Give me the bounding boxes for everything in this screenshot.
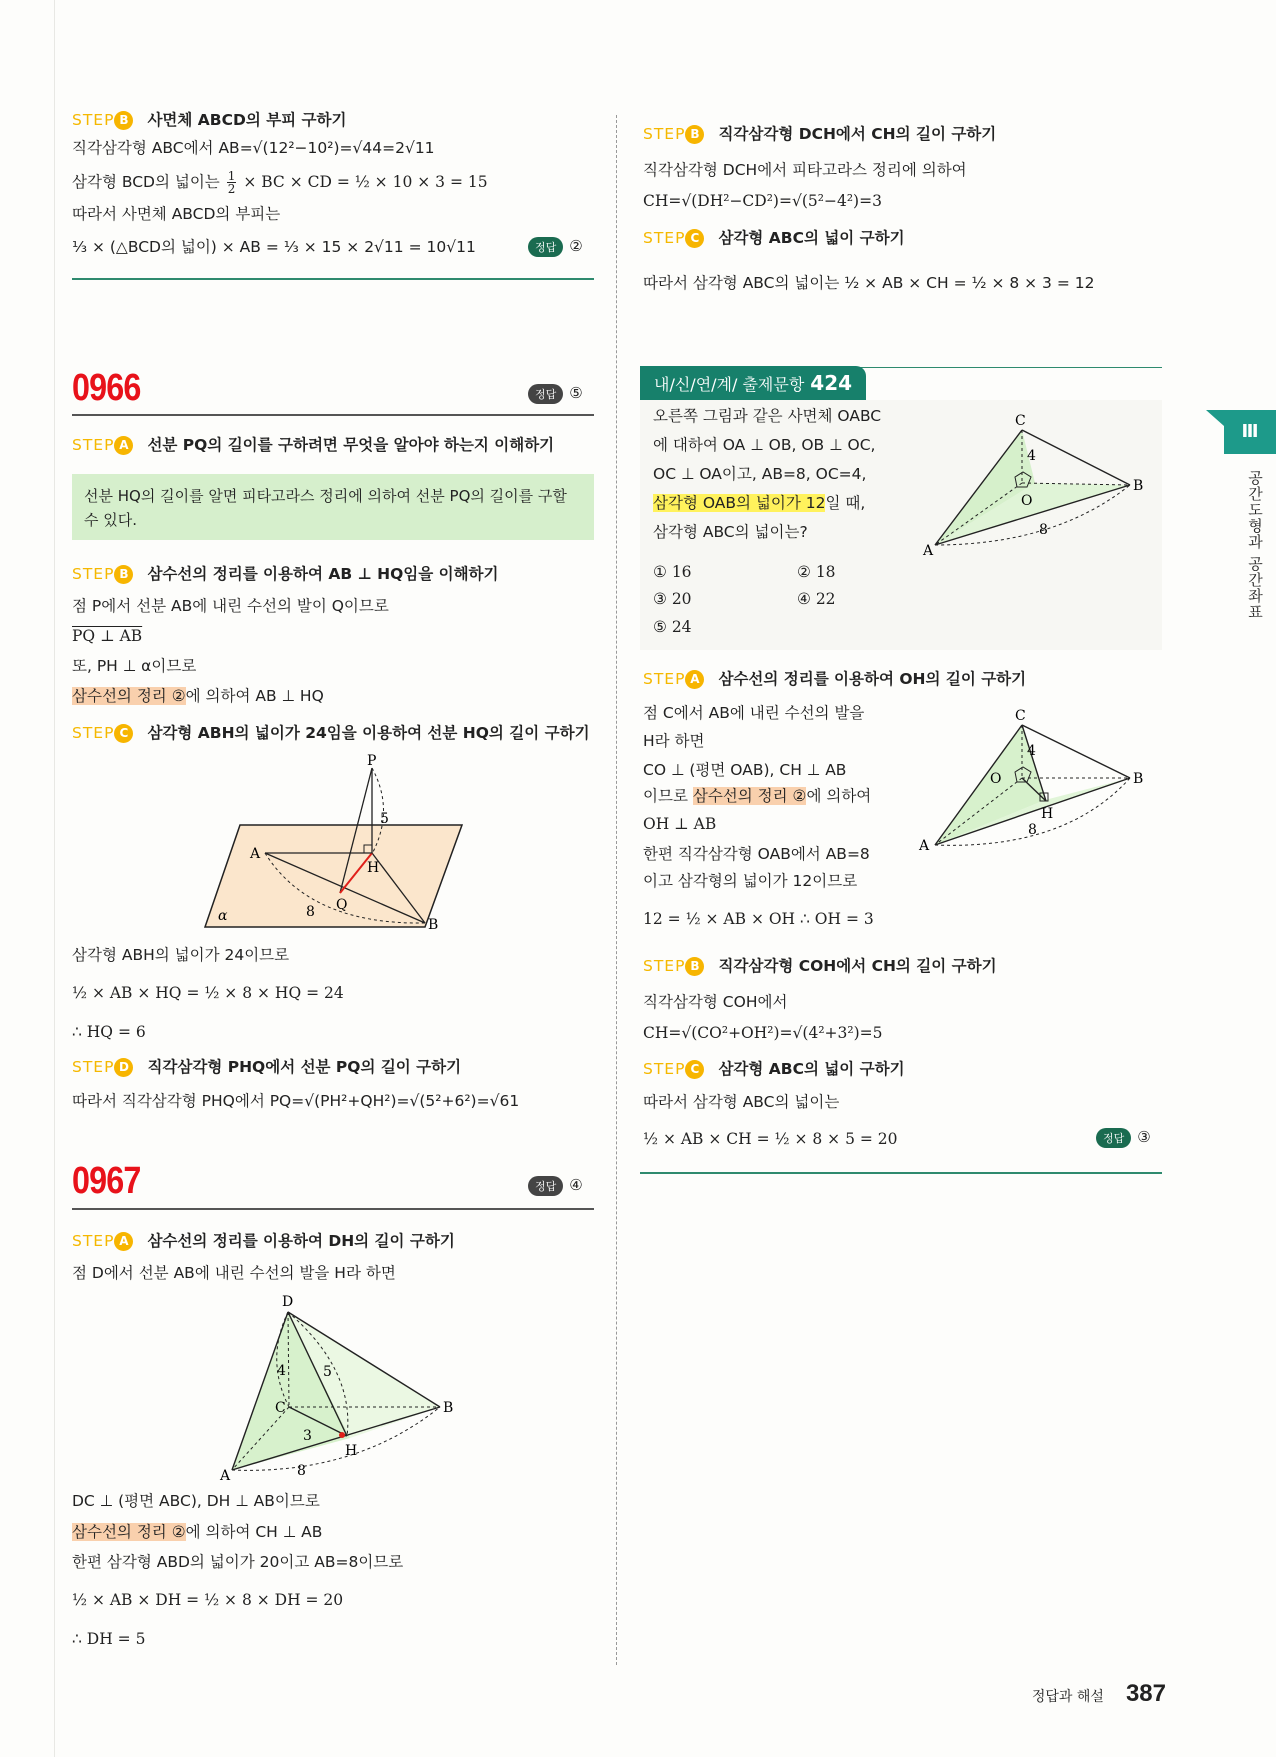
plane-figure [200,750,480,930]
fraction: $\frac{1}{2}$ [227,169,236,196]
text-line: 이고 삼각형의 넓이가 12이므로 [643,872,858,890]
text-line: ½ × AB × DH = ½ × 8 × DH = 20 [72,1591,344,1609]
related-problem-tag: 내/신/연/계/ 출제문항 424 [640,366,866,400]
step-b-heading: STEP B 직각삼각형 COH에서 CH의 길이 구하기 [643,957,997,975]
svg-text:A: A [919,838,930,854]
answer-badge: 정답 ④ [528,1176,583,1196]
svg-text:4: 4 [1027,743,1036,759]
svg-text:3: 3 [303,1428,312,1444]
text-line: DC ⊥ (평면 ABC), DH ⊥ AB이므로 [72,1492,320,1510]
problem-rule [72,1208,594,1210]
text-line: 따라서 삼각형 ABC의 넓이는 [643,1093,840,1111]
section-divider [640,1172,1162,1174]
svg-text:H: H [1041,806,1054,822]
text-line: ⅓ × (△BCD의 넓이) × AB = ⅓ × 15 × 2√11 = 10√11 [72,238,476,256]
hint-box: 선분 HQ의 길이를 알면 피타고라스 정리에 의하여 선분 PQ의 길이를 구할 수 있다. [72,474,594,540]
svg-text:B: B [1133,771,1144,787]
text-line: 삼수선의 정리 ②에 의하여 CH ⊥ AB [72,1523,323,1541]
svg-text:A: A [250,846,261,862]
tetrahedron-oabc-solution-figure [915,700,1155,860]
svg-text:8: 8 [297,1463,306,1479]
text-line: 삼수선의 정리 ②에 의하여 AB ⊥ HQ [72,687,324,705]
answer-badge: 정답 ② [528,237,583,257]
svg-text:5: 5 [323,1364,332,1380]
text-line: 직각삼각형 ABC에서 AB=√(12²−10²)=√44=2√11 [72,139,435,157]
step-a-heading: STEP A 삼수선의 정리를 이용하여 DH의 길이 구하기 [72,1232,455,1250]
svg-text:C: C [1015,413,1026,429]
svg-text:P: P [367,753,377,769]
svg-text:Q: Q [336,897,348,913]
step-c-heading: STEP C 삼각형 ABC의 넓이 구하기 [643,229,905,247]
text-line: 직각삼각형 DCH에서 피타고라스 정리에 의하여 [643,161,967,179]
svg-text:B: B [428,917,439,930]
column-divider [616,115,617,1665]
chapter-label: 공간도형과 공간좌표 [1246,470,1264,620]
text-line: 삼각형 ABH의 넓이가 24이므로 [72,946,290,964]
svg-text:C: C [1015,708,1026,724]
problem-rule [72,414,594,416]
text-line: 점 P에서 선분 AB에 내린 수선의 발이 Q이므로 [72,597,389,615]
footer-title: 정답과 해설 [1031,1689,1104,1705]
svg-text:8: 8 [1039,522,1048,538]
step-c-heading: STEP C 삼각형 ABH의 넓이가 24임을 이용하여 선분 HQ의 길이 구하기 [72,724,590,742]
question-line: 삼각형 ABC의 넓이는? [653,523,808,541]
svg-text:H: H [345,1443,358,1459]
svg-text:4: 4 [277,1363,286,1379]
choice-5: ⑤ 24 [653,618,692,636]
page-edge [54,0,55,1757]
svg-text:8: 8 [1028,822,1037,838]
chapter-tab[interactable]: Ⅲ [1224,410,1276,454]
text-line: 12 = ½ × AB × OH ∴ OH = 3 [643,910,874,928]
text-line: 이므로 삼수선의 정리 ②에 의하여 [643,787,872,805]
text-line: PQ ⊥ AB [72,627,143,645]
answer-badge: 정답 ⑤ [528,384,583,404]
text-line: 점 C에서 AB에 내린 수선의 발을 [643,704,865,722]
tetrahedron-figure [205,1290,465,1480]
text-line: 점 D에서 선분 AB에 내린 수선의 발을 H라 하면 [72,1264,396,1282]
svg-text:H: H [367,860,380,876]
text-line: ∴ HQ = 6 [72,1023,146,1041]
question-line: 에 대하여 OA ⊥ OB, OB ⊥ OC, [653,436,876,454]
text-line: 한편 삼각형 ABD의 넓이가 20이고 AB=8이므로 [72,1553,404,1571]
svg-text:D: D [282,1294,294,1310]
svg-text:C: C [275,1400,286,1416]
section-divider [72,278,594,280]
choice-2: ② 18 [797,563,836,581]
svg-text:B: B [443,1400,454,1416]
text-line: OH ⊥ AB [643,815,717,833]
step-b-heading: STEP B 사면체 ABCD의 부피 구하기 [72,111,347,129]
svg-text:B: B [1133,478,1144,494]
step-d-heading: STEP D 직각삼각형 PHQ에서 선분 PQ의 길이 구하기 [72,1058,462,1076]
question-line: 삼각형 OAB의 넓이가 12일 때, [653,494,866,512]
svg-text:A: A [220,1468,231,1480]
choice-1: ① 16 [653,563,692,581]
step-b-heading: STEP B 삼수선의 정리를 이용하여 AB ⊥ HQ임을 이해하기 [72,565,499,583]
svg-text:A: A [923,543,934,559]
step-c-heading: STEP C 삼각형 ABC의 넓이 구하기 [643,1060,905,1078]
text-line: ½ × AB × CH = ½ × 8 × 5 = 20 [643,1130,898,1148]
text-line: 한편 직각삼각형 OAB에서 AB=8 [643,845,870,863]
text-line: 따라서 직각삼각형 PHQ에서 PQ=√(PH²+QH²)=√(5²+6²)=√61 [72,1092,520,1110]
text-line: ∴ DH = 5 [72,1630,146,1648]
text-line: 직각삼각형 COH에서 [643,993,788,1011]
text-line: CH=√(CO²+OH²)=√(4²+3²)=5 [643,1024,883,1042]
text-line: CO ⊥ (평면 OAB), CH ⊥ AB [643,761,847,779]
problem-number: 0967 [72,1160,141,1202]
step-a-heading: STEP A 삼수선의 정리를 이용하여 OH의 길이 구하기 [643,670,1027,688]
svg-text:4: 4 [1027,448,1036,464]
svg-text:α: α [218,908,228,924]
text-line: H라 하면 [643,732,705,750]
text-line: ½ × AB × HQ = ½ × 8 × HQ = 24 [72,984,344,1002]
answer-badge: 정답 ③ [1096,1128,1151,1148]
svg-text:5: 5 [380,811,389,827]
svg-text:O: O [990,771,1002,787]
step-a-heading: STEP A 선분 PQ의 길이를 구하려면 무엇을 알아야 하는지 이해하기 [72,436,555,454]
text-line: 삼각형 BCD의 넓이는 $\frac{1}{2}$ × BC × CD = ½ × 10 × 3 = 15 [72,169,488,196]
text-line: 따라서 삼각형 ABC의 넓이는 ½ × AB × CH = ½ × 8 × 3 = 12 [643,274,1095,292]
text-line: 또, PH ⊥ α이므로 [72,657,197,675]
question-line: OC ⊥ OA이고, AB=8, OC=4, [653,465,867,483]
step-b-heading: STEP B 직각삼각형 DCH에서 CH의 길이 구하기 [643,125,997,143]
text-line: 따라서 사면체 ABCD의 부피는 [72,205,281,223]
question-line: 오른쪽 그림과 같은 사면체 OABC [653,407,882,425]
choice-4: ④ 22 [797,590,836,608]
page-number: 387 [1125,1680,1166,1707]
svg-text:8: 8 [306,904,315,920]
text-line: CH=√(DH²−CD²)=√(5²−4²)=3 [643,192,882,210]
page-footer [1032,1680,1166,1708]
svg-text:O: O [1021,493,1033,509]
choice-3: ③ 20 [653,590,692,608]
problem-number: 0966 [72,367,141,409]
tetrahedron-oabc-figure [915,405,1155,565]
